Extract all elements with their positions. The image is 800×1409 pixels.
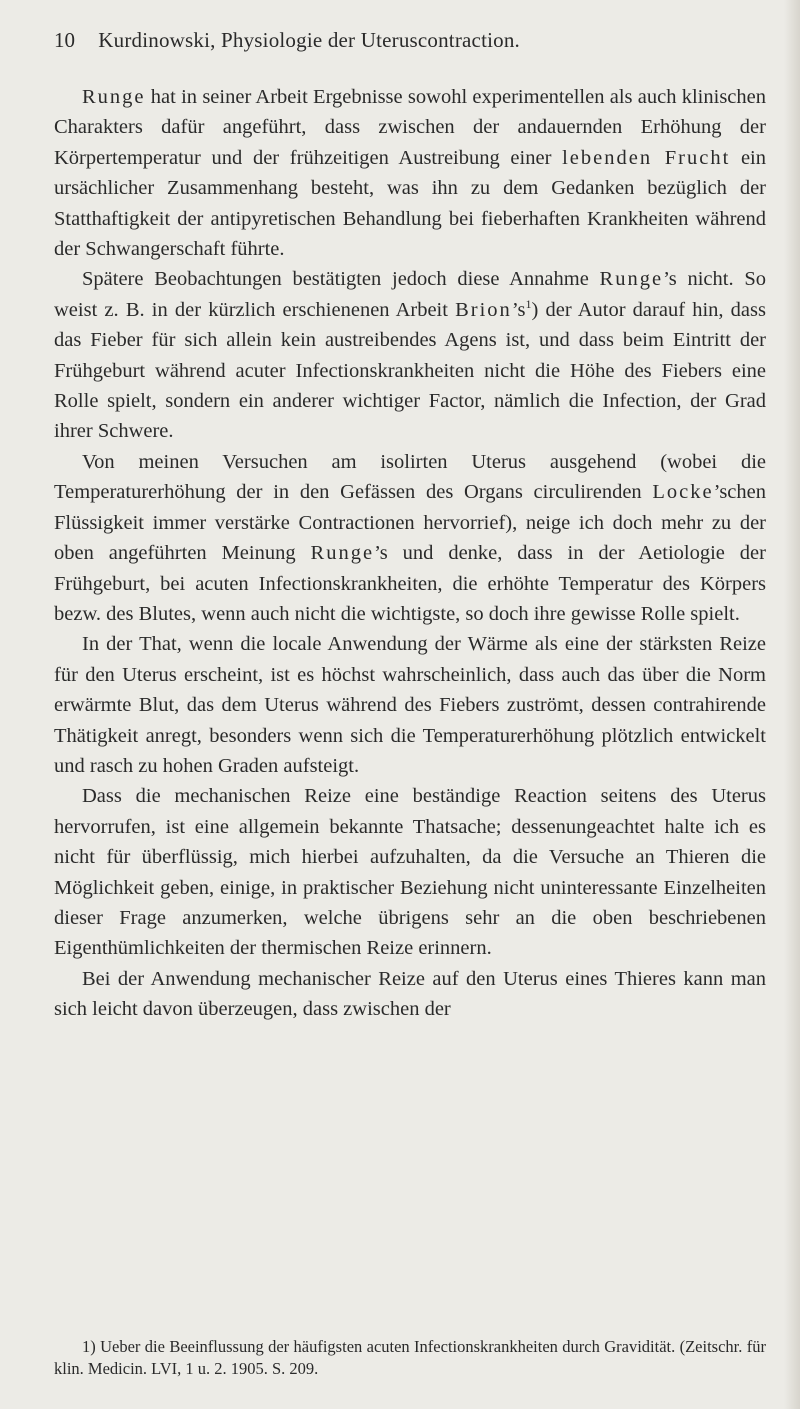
paragraph: Runge hat in seiner Arbeit Ergebnisse sowohl experimentellen als auch klinischen Charakters dafür angeführt, dass zwischen der andauernden Erhöhung der Körpertemperatur und der frühzeitigen Austreibung einer lebenden Frucht ein ursächlicher Zusammenhang besteht, was ihn zu dem Gedanken bezüglich der Statthaftigkeit der antipyretischen Behandlung bei fieberhaften Krankheiten während der Schwangerschaft führte. — [54, 86, 767, 261]
footnote-marker[interactable]: 1 — [525, 297, 532, 312]
author-name: Brion — [455, 298, 512, 321]
paragraph: Dass die mechanischen Reize eine beständige Reaction seitens des Uterus hervorrufen, ist eine allgemein bekannte Thatsache; dessenungeachtet halte ich es nicht für überflüssig, mich hierbei aufzuhalten, da die Versuche an Thieren die Möglichkeit geben, einige, in praktischer Beziehung nicht uninteressante Einzelheiten dieser Frage anzumerken, welche übrigens sehr an die oben beschriebenen Eigenthümlichkeiten der thermischen Reize erinnern. — [54, 785, 766, 960]
page-edge-shadow — [784, 0, 800, 1409]
emphasis: lebenden Frucht — [562, 146, 731, 169]
page-header — [54, 28, 754, 53]
body-text — [54, 82, 766, 1025]
author-name: Runge — [599, 268, 664, 291]
paragraph: In der That, wenn die locale Anwendung der Wärme als eine der stärksten Reize für den Uterus erscheint, ist es höchst wahrscheinlich, dass auch das über die Norm erwärmte Blut, das dem Uterus während des Fiebers zuströmt, dessen contrahirende Thätigkeit anregt, besonders wenn sich die Temperaturerhöhung plötzlich entwickelt und rasch zu hohen Graden aufsteigt. — [54, 633, 766, 777]
paragraph: Bei der Anwendung mechanischer Reize auf den Uterus eines Thieres kann man sich leicht davon überzeugen, dass zwischen der — [54, 967, 766, 1021]
author-name: Runge — [82, 86, 146, 108]
paragraph: Spätere Beobachtungen bestätigten jedoch diese Annahme Runge’s nicht. So weist z. B. in der kürzlich erschienenen Arbeit $Brion’s^1$) der Autor darauf hin, dass das Fieber für sich allein kein austreibendes Agens ist, und dass beim Eintritt der Frühgeburt während acuter Infectionskrankheiten nicht die Höhe des Fiebers eine Rolle spielt, sondern ein anderer wichtiger Factor, nämlich die Infection, der Grad ihrer Schwere. — [54, 268, 766, 443]
page-number: 10 — [54, 28, 75, 52]
paragraph: Von meinen Versuchen am isolirten Uterus ausgehend (wobei die Temperaturerhöhung der in den Gefässen des Organs circulirenden Locke’schen Flüssigkeit immer verstärke Contractionen hervorrief), neige ich doch mehr zu der oben angeführten Meinung Runge’s und denke, dass in der Aetiologie der Frühgeburt, bei acuten Infectionskrankheiten, die erhöhte Temperatur des Körpers bezw. des Blutes, wenn auch nicht die wichtigste, so doch ihre gewisse Rolle spielt. — [54, 450, 766, 625]
author-name: Runge — [310, 542, 375, 565]
footnote — [54, 1336, 766, 1380]
footnote-text: 1) Ueber die Beeinflussung der häufigsten acuten Infectionskrankheiten durch Gravidität. (Zeitschr. für klin. Medicin. LVI, 1 u. 2. 1905. S. 209. — [54, 1337, 766, 1378]
author-name: Locke — [652, 481, 714, 504]
running-title: Kurdinowski, Physiologie der Uteruscontraction. — [98, 28, 521, 52]
